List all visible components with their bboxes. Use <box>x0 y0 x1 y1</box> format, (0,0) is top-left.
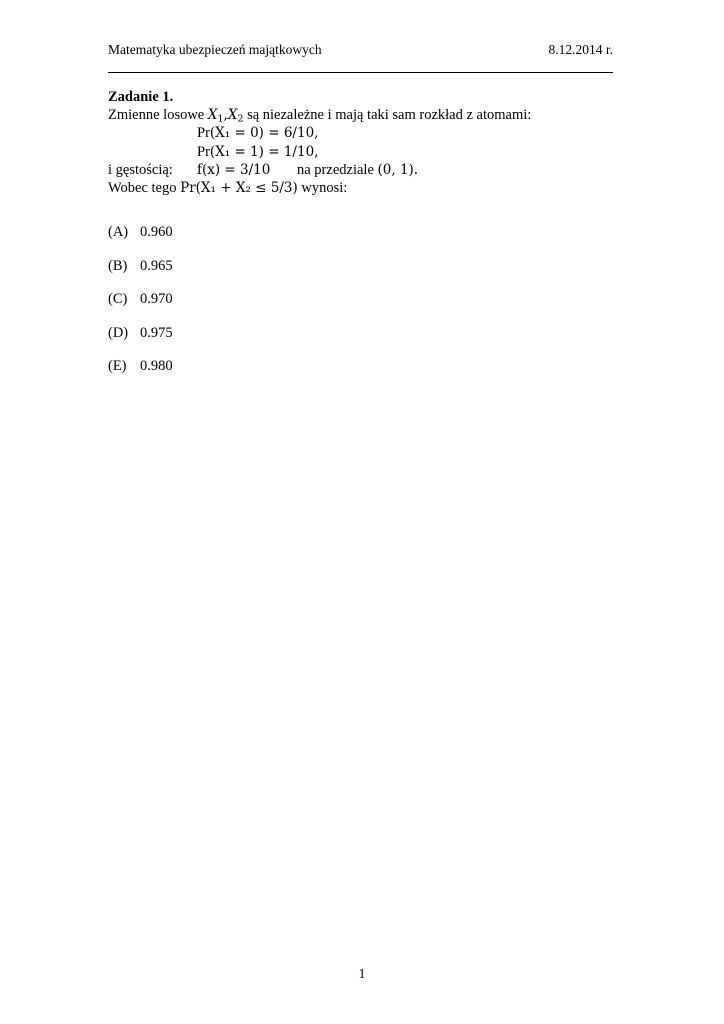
answer-value: 0.970 <box>140 291 173 308</box>
answer-option-b <box>108 257 408 291</box>
question-suffix: wynosi: <box>297 180 348 197</box>
question-line <box>108 179 628 197</box>
answer-letter: (A) <box>108 224 129 240</box>
answer-option-e <box>108 357 408 391</box>
page-number: 1 <box>358 966 366 981</box>
header-course-title: Matematyka ubezpieczeń majątkowych <box>108 42 322 57</box>
answer-list <box>108 223 408 391</box>
answer-value: 0.960 <box>140 224 173 240</box>
atom-formula-1: (X₁ = 0) = 6/10, <box>209 125 319 142</box>
density-interval: (0, 1). <box>377 161 419 178</box>
statement-prefix: Zmienne losowe <box>108 107 208 123</box>
answer-letter: (B) <box>108 257 128 274</box>
atom-line-1: Pr(X₁ = 0) = 6/10, <box>197 125 319 142</box>
answer-letter: (E) <box>108 358 127 375</box>
answer-value: 0.980 <box>140 358 173 375</box>
atom-line-2: Pr(X₁ = 1) = 1/10, <box>197 143 319 160</box>
answer-letter: (C) <box>108 291 128 308</box>
question-prefix: Wobec tego <box>108 180 181 197</box>
density-formula: f(x) = 3/10 <box>197 161 271 178</box>
answer-value: 0.975 <box>140 324 173 341</box>
task-statement-line <box>108 106 628 124</box>
answer-value: 0.965 <box>140 257 173 274</box>
answer-option-d <box>108 324 408 358</box>
page-header <box>108 42 613 60</box>
variables-formula: $X_1,X_2$ <box>207 107 244 125</box>
question-formula: Pr(X₁ + X₂ ≤ 5/3) <box>180 180 298 197</box>
header-exam-date: 8.12.2014 r. <box>548 42 613 57</box>
answer-option-c <box>108 290 408 324</box>
statement-suffix: są niezależne i mają taki sam rozkład z atomami: <box>243 107 532 123</box>
task-title: Zadanie 1. <box>108 89 174 105</box>
answer-option-a <box>108 223 408 257</box>
atom-formula-2: (X₁ = 1) = 1/10, <box>209 143 319 160</box>
header-divider <box>108 72 613 73</box>
task-block <box>108 88 628 197</box>
density-interval-label: na przedziale <box>297 161 374 178</box>
density-label: i gęstością: <box>108 161 173 178</box>
density-line <box>108 161 628 179</box>
answer-letter: (D) <box>108 324 129 341</box>
